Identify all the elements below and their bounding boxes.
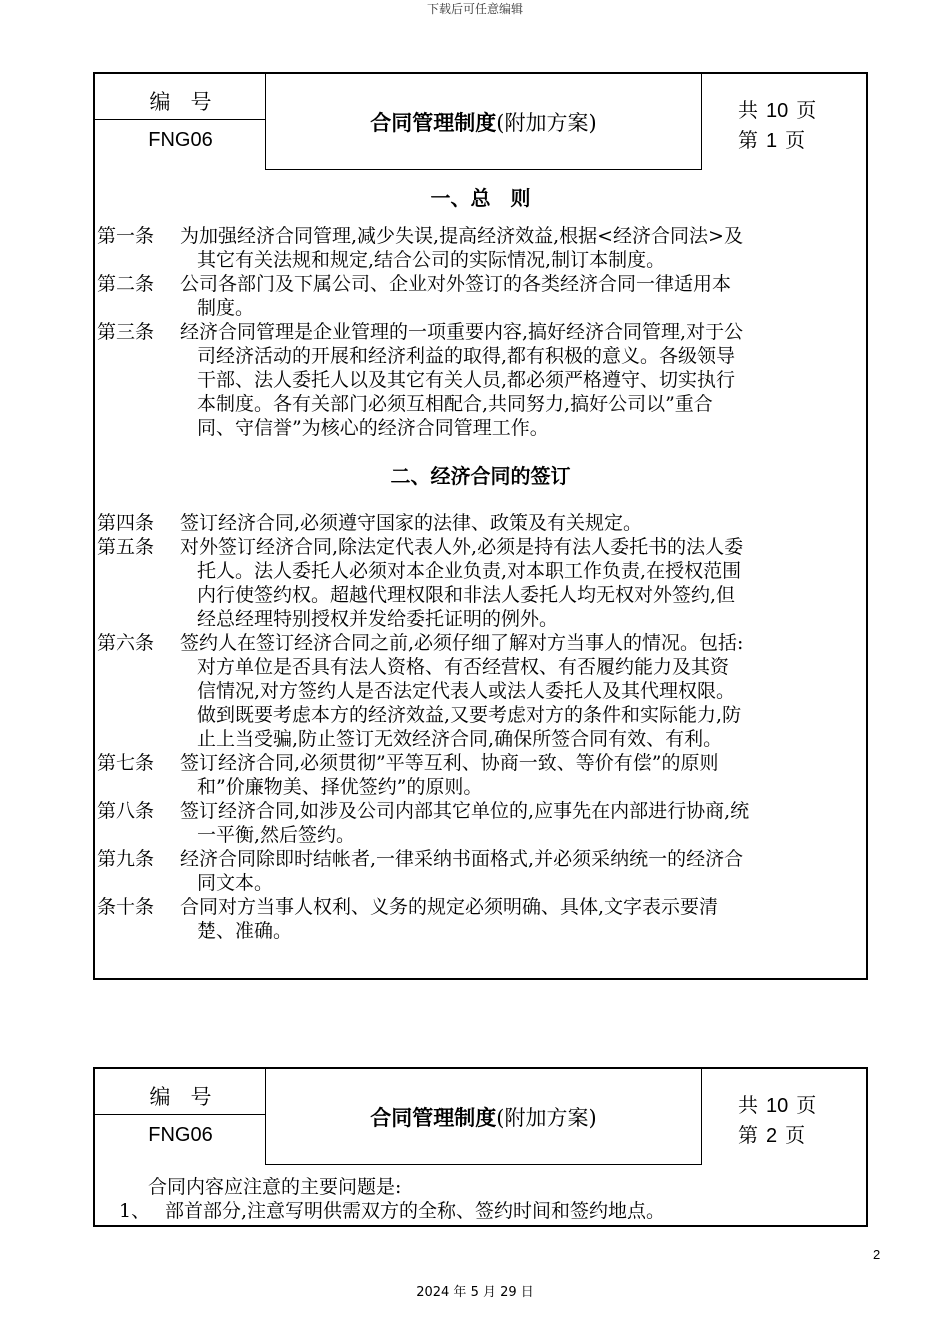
article-text-line: 经总经理特别授权并发给委托证明的例外。: [197, 608, 559, 630]
article-number: 第七条: [97, 752, 155, 774]
article-number: 第四条: [97, 512, 155, 534]
page-number: 2: [873, 1247, 881, 1262]
article-text-line: 楚、准确。: [197, 920, 293, 942]
top-note: 下载后可任意编辑: [426, 2, 523, 16]
code-label: 编号: [149, 1085, 232, 1109]
divider: [95, 119, 266, 120]
list-item-number: 1、: [119, 1200, 151, 1222]
article-text-line: 一平衡,然后签约。: [197, 824, 356, 846]
title-cell: [266, 74, 702, 170]
article-text-line: 公司各部门及下属公司、企业对外签订的各类经济合同一律适用本: [180, 273, 732, 295]
document-code: FNG06: [148, 129, 213, 151]
code-cell: [95, 74, 266, 170]
article-number: 第九条: [97, 848, 155, 870]
article-text-line: 托人。法人委托人必须对本企业负责,对本职工作负责,在授权范围: [197, 560, 742, 582]
article-text-line: 合同对方当事人权利、义务的规定必须明确、具体,文字表示要清: [180, 896, 719, 918]
article-text-line: 同、守信誉”为核心的经济合同管理工作。: [197, 417, 549, 439]
document-sheet-page-2: [93, 1067, 868, 1227]
article-text-line: 对方单位是否具有法人资格、有否经营权、有否履约能力及其资: [197, 656, 730, 678]
article-number: 第一条: [97, 225, 155, 247]
article-text-line: 签订经济合同,如涉及公司内部其它单位的,应事先在内部进行协商,统: [180, 800, 750, 822]
sheet-header: [95, 74, 866, 170]
article-number: 第二条: [97, 273, 155, 295]
current-page: 第 1 页: [738, 128, 806, 152]
article: [95, 320, 866, 440]
article: [95, 511, 866, 535]
page-info-cell: [702, 74, 866, 170]
list-item: [95, 1199, 866, 1223]
sheet-content: [95, 1165, 866, 1223]
article-number: 第八条: [97, 800, 155, 822]
article-text-line: 做到既要考虑本方的经济效益,又要考虑对方的条件和实际能力,防: [197, 704, 742, 726]
article-text-line: 签约人在签订经济合同之前,必须仔细了解对方当事人的情况。包括:: [180, 632, 744, 654]
article-text-line: 信情况,对方签约人是否法定代表人或法人委托人及其代理权限。: [197, 680, 736, 702]
article-text-line: 经济合同管理是企业管理的一项重要内容,搞好经济合同管理,对于公: [180, 321, 744, 343]
article: [95, 631, 866, 751]
article-text-line: 为加强经济合同管理,减少失误,提高经济效益,根据<经济合同法>及: [180, 225, 743, 247]
sheet-content: [95, 170, 866, 943]
article: [95, 895, 866, 943]
article-number: 第三条: [97, 321, 155, 343]
article: [95, 799, 866, 847]
article-text-line: 和”价廉物美、择优签约”的原则。: [197, 776, 483, 798]
article-text-line: 止上当受骗,防止签订无效经济合同,确保所签合同有效、有利。: [197, 728, 723, 750]
article-text-line: 签订经济合同,必须贯彻”平等互利、协商一致、等价有偿”的原则: [180, 752, 719, 774]
document-code: FNG06: [148, 1124, 213, 1146]
section-heading: 二、经济合同的签订: [390, 464, 571, 488]
total-pages: 共 10 页: [738, 1093, 817, 1117]
document-title: 合同管理制度: [370, 1105, 497, 1130]
article-text-line: 对外签订经济合同,除法定代表人外,必须是持有法人委托书的法人委: [180, 536, 744, 558]
article: [95, 272, 866, 320]
article-text-line: 制度。: [197, 297, 255, 319]
article-text-line: 其它有关法规和规定,结合公司的实际情况,制订本制度。: [197, 249, 666, 271]
section-heading: 一、总 则: [430, 186, 531, 210]
article: [95, 535, 866, 631]
article-text-line: 司经济活动的开展和经济利益的取得,都有积极的意义。各级领导: [197, 345, 736, 367]
article-number: 第六条: [97, 632, 155, 654]
article-text-line: 干部、法人委托人以及其它有关人员,都必须严格遵守、切实执行: [197, 369, 736, 391]
article: [95, 847, 866, 895]
article-text-line: 本制度。各有关部门必须互相配合,共同努力,搞好公司以”重合: [197, 393, 713, 415]
article: [95, 224, 866, 272]
current-page: 第 2 页: [738, 1123, 806, 1147]
intro-text: 合同内容应注意的主要问题是:: [148, 1176, 402, 1198]
article-text-line: 内行使签约权。超越代理权限和非法人委托人均无权对外签约,但: [197, 584, 736, 606]
page-info-cell: [702, 1069, 866, 1165]
code-cell: [95, 1069, 266, 1165]
article-number: 第五条: [97, 536, 155, 558]
article: [95, 751, 866, 799]
article-number: 条十条: [97, 896, 155, 918]
code-label: 编号: [149, 90, 232, 114]
document-sheet-page-1: [93, 72, 868, 980]
document-title: 合同管理制度: [370, 110, 497, 135]
total-pages: 共 10 页: [738, 98, 817, 122]
document-title-suffix: (附加方案): [496, 110, 597, 135]
article-text-line: 经济合同除即时结帐者,一律采纳书面格式,并必须采纳统一的经济合: [180, 848, 744, 870]
article-text-line: 同文本。: [197, 872, 274, 894]
sheet-header: [95, 1069, 866, 1165]
footer-date: 2024 年 5 月 29 日: [416, 1285, 534, 1300]
article-text-line: 签订经济合同,必须遵守国家的法律、政策及有关规定。: [180, 512, 643, 534]
list-item-text: 部首部分,注意写明供需双方的全称、签约时间和签约地点。: [165, 1200, 666, 1222]
divider: [95, 1114, 266, 1115]
document-title-suffix: (附加方案): [496, 1105, 597, 1130]
title-cell: [266, 1069, 702, 1165]
